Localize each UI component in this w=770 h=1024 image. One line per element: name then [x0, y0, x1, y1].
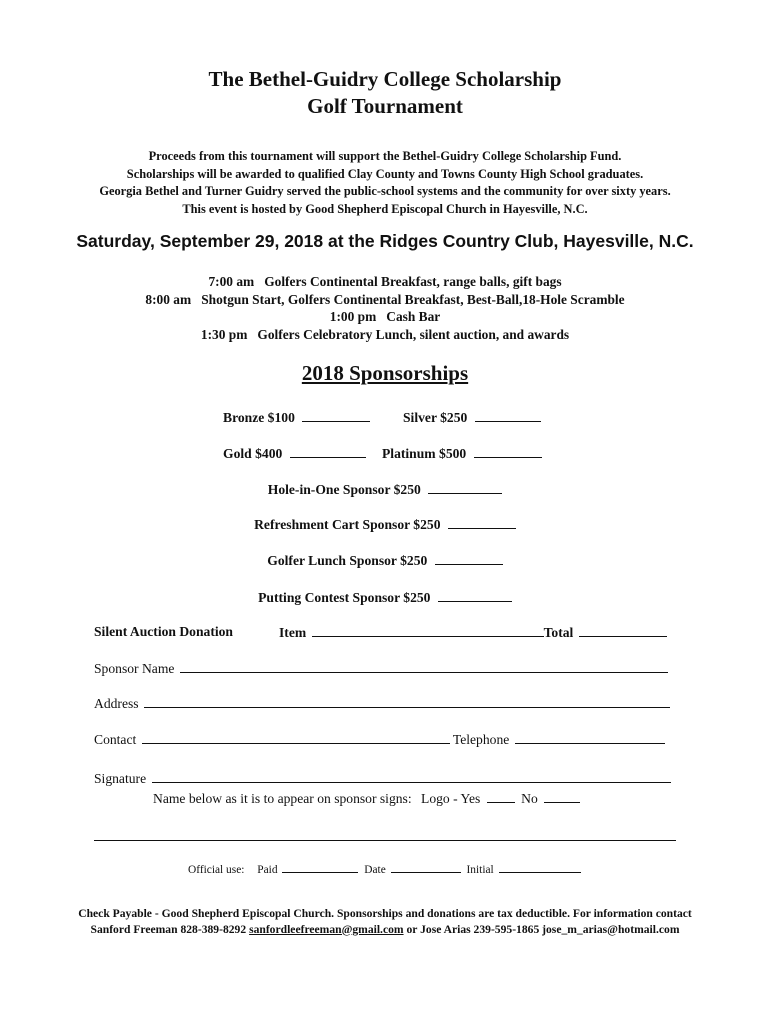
email-link[interactable]: sanfordleefreeman@gmail.com — [249, 922, 404, 936]
address-blank[interactable] — [144, 695, 670, 708]
item-label: Item — [279, 625, 307, 640]
gold-option[interactable] — [223, 445, 366, 462]
title-line-1: The Bethel-Guidry College Scholarship — [208, 67, 562, 91]
official-use-label: Official use: — [188, 864, 245, 876]
gold-blank[interactable] — [290, 445, 366, 458]
silent-auction-label: Silent Auction Donation — [94, 624, 233, 639]
putting-contest-blank[interactable] — [438, 589, 512, 602]
platinum-option[interactable] — [382, 445, 542, 462]
footer-contact-1: Sanford Freeman 828-389-8292 — [90, 922, 247, 936]
refreshment-cart-blank[interactable] — [448, 516, 516, 529]
address-label: Address — [94, 696, 139, 711]
footer-line-2 — [0, 922, 770, 938]
contact-label: Contact — [94, 732, 137, 747]
sponsor-name-label: Sponsor Name — [94, 661, 175, 676]
initial-label: Initial — [466, 864, 494, 876]
date-blank[interactable] — [391, 862, 461, 873]
signature-label: Signature — [94, 771, 147, 786]
refreshment-cart-option[interactable] — [0, 516, 770, 533]
sponsorships-heading: 2018 Sponsorships — [301, 361, 469, 385]
silver-option[interactable] — [403, 409, 541, 426]
signature-blank[interactable] — [152, 770, 671, 783]
intro-paragraph — [0, 148, 770, 218]
paid-blank[interactable] — [282, 862, 358, 873]
bronze-option[interactable] — [223, 409, 370, 426]
hole-in-one-blank[interactable] — [428, 481, 502, 494]
logo-no-blank[interactable] — [544, 790, 580, 803]
intro-line: This event is hosted by Good Shepherd Episcopal Church in Hayesville, N.C. — [182, 201, 588, 216]
sign-note-row — [153, 790, 580, 807]
putting-contest-label: Putting Contest Sponsor $250 — [258, 590, 431, 605]
title-line-2: Golf Tournament — [307, 94, 463, 118]
golfer-lunch-option[interactable] — [0, 552, 770, 569]
sponsor-name-field[interactable] — [94, 660, 668, 677]
silent-auction-item[interactable] — [279, 624, 667, 641]
intro-line: Scholarships will be awarded to qualified Clay County and Towns County High School graduates. — [126, 166, 644, 181]
intro-line: Proceeds from this tournament will support the Bethel-Guidry College Scholarship Fund. — [148, 149, 622, 163]
contact-field[interactable] — [94, 731, 665, 748]
platinum-blank[interactable] — [474, 445, 542, 458]
paid-label: Paid — [257, 864, 278, 876]
total-label: Total — [543, 625, 574, 640]
schedule-item: 1:30 pm Golfers Celebratory Lunch, silent auction, and awards — [200, 326, 570, 342]
initial-blank[interactable] — [499, 862, 581, 873]
logo-yes-blank[interactable] — [487, 790, 515, 803]
hole-in-one-label: Hole-in-One Sponsor $250 — [267, 482, 421, 497]
gold-label: Gold $400 — [223, 446, 283, 461]
logo-no-label: No — [521, 791, 538, 806]
schedule-item: 8:00 am Shotgun Start, Golfers Continental Breakfast, Best-Ball,18-Hole Scramble — [145, 291, 625, 307]
refreshment-cart-label: Refreshment Cart Sponsor $250 — [254, 517, 441, 532]
contact-blank[interactable] — [142, 731, 450, 744]
putting-contest-option[interactable] — [0, 589, 770, 606]
platinum-label: Platinum $500 — [382, 446, 467, 461]
divider-line — [94, 840, 676, 841]
sign-note: Name below as it is to appear on sponsor signs: — [153, 791, 412, 806]
hole-in-one-option[interactable] — [0, 481, 770, 498]
address-field[interactable] — [94, 695, 670, 712]
silver-label: Silver $250 — [403, 410, 468, 425]
telephone-blank[interactable] — [515, 731, 665, 744]
golfer-lunch-blank[interactable] — [435, 552, 503, 565]
date-label: Date — [364, 864, 386, 876]
sponsor-name-blank[interactable] — [180, 660, 668, 673]
event-schedule — [0, 273, 770, 343]
telephone-label: Telephone — [452, 732, 510, 747]
schedule-item: 1:00 pm Cash Bar — [329, 309, 441, 325]
footer — [0, 906, 770, 937]
footer-contact-2: or Jose Arias 239-595-1865 jose_m_arias@hotmail.com — [406, 922, 680, 936]
footer-line-1: Check Payable - Good Shepherd Episcopal Church. Sponsorships and donations are tax deductible. For information contact — [78, 907, 692, 920]
schedule-item: 7:00 am Golfers Continental Breakfast, range balls, gift bags — [208, 274, 562, 289]
total-blank[interactable] — [579, 624, 667, 637]
intro-line: Georgia Bethel and Turner Guidry served the public-school systems and the community for over sixty years. — [99, 184, 671, 198]
bronze-blank[interactable] — [302, 409, 370, 422]
event-date-location: Saturday, September 29, 2018 at the Ridges Country Club, Hayesville, N.C. — [76, 231, 694, 251]
silver-blank[interactable] — [475, 409, 541, 422]
document-title — [0, 66, 770, 120]
bronze-label: Bronze $100 — [223, 410, 295, 425]
golfer-lunch-label: Golfer Lunch Sponsor $250 — [267, 553, 428, 568]
official-use-row — [188, 862, 581, 876]
logo-yes-label: Logo - Yes — [421, 791, 481, 806]
signature-field[interactable] — [94, 770, 671, 787]
item-blank[interactable] — [312, 624, 544, 637]
